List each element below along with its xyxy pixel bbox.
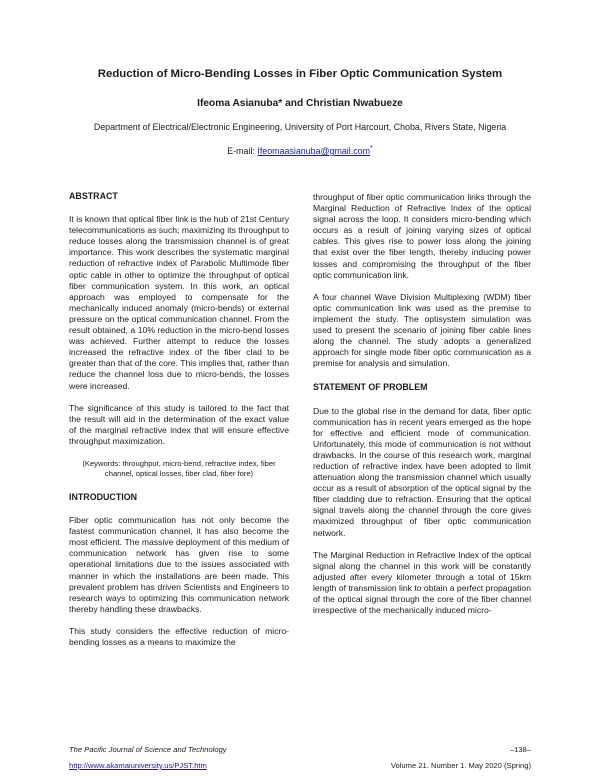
- introduction-paragraph-1: Fiber optic communication has not only become the fastest communication channel, it has also become the most efficient. The massive deployment of this medium of communication network has given rise to some operational limitations due to the issues associated with manner in which the installations are been made. This prevalent problem has driven Scientists and Engineers to research ways to optimizing this communication network thereby handling these drawbacks.: [69, 515, 289, 614]
- abstract-paragraph-2: The significance of this study is tailored to the fact that the result will aid in the determination of the exact value of the marginal refractive index that will ensure effective throughput maximization.: [69, 402, 289, 446]
- paper-title: Reduction of Micro-Bending Losses in Fiber Optic Communication System: [97, 68, 503, 80]
- body-paragraph-1: throughput of fiber optic communication links through the Marginal Reduction of Refractive Index of the optical signal across the loop. It considers micro-bending which occurs as a result of joining varying sizes of optical cables. This gives rise to power loss along the joining that exist over the fiber length, thereby inducing power losses and compromising the throughput of the fiber optic communication link.: [313, 192, 531, 280]
- left-column: [69, 191, 289, 648]
- introduction-heading: INTRODUCTION: [69, 491, 138, 502]
- abstract-paragraph-1: It is known that optical fiber link is the hub of 21st Century telecommunications as such; maximizing its throughput to reduce losses along the transmission channel is of great importance. This work describes the systematic marginal reduction of refractive index of Parabolic Multimode fiber optic cable in other to optimize the throughput of optical fiber communication system. In this work, an optical approach was employed to compensate for the mechanically induced anomaly (micro-bends) or external pressure on the optical communication channel. From the result obtained, a 10% reduction in the micro-bend losses was achieved. Further attempt to reduce the losses increased the refractive index of the fiber clad to be greater than that of the core. This implies that, rather than reduce the channel loss due to micro-bends, the losses were increased.: [69, 214, 289, 391]
- email-link[interactable]: Ifeomaasianuba@gmail.com: [257, 145, 370, 156]
- journal-url-link[interactable]: http://www.akamaiuniversity.us/PJST.htm: [69, 761, 207, 770]
- journal-name: The Pacific Journal of Science and Technology: [69, 745, 227, 754]
- email-mark: *: [369, 145, 373, 152]
- volume-info: Volume 21. Number 1. May 2020 (Spring): [390, 761, 531, 770]
- right-column: [313, 192, 531, 616]
- page-number: –138–: [509, 745, 531, 754]
- email-label: E-mail:: [227, 145, 258, 156]
- problem-paragraph-2: The Marginal Reduction in Refractive Index of the optical signal along the channel in this work will be constantly adjusted after every kilometer through a total of 15km length of transmission link to obtain a perfect propagation of the optical signal through the core of the fiber channel irrespective of the mechanically induced micro-: [313, 549, 531, 616]
- body-paragraph-2: A four channel Wave Division Multiplexing (WDM) fiber optic communication link was used as the premise to implement the study. The optisystem simulation was used to present the scenario of joining fiber cable lines along the channel. The study adopts a generalized approach for single mode fiber optic communication as a premise for analysis and simulation.: [313, 291, 531, 369]
- problem-heading: STATEMENT OF PROBLEM: [313, 382, 428, 393]
- problem-paragraph-1: Due to the global rise in the demand for data, fiber optic communication has in recent years emerged as the hope for effective and efficient mode of communication. Unfortunately, this mode of communication is not without drawbacks. In the course of this research work, marginal reduction of refractive index have been adopted to limit attenuation along the transmission channel which usually occur as a result of absorption of the optical signal by the fiber cladding due to refraction. Ensuring that the optical signal travels along the channel through the core gives maximized throughput of fiber optic communication network.: [313, 405, 531, 538]
- introduction-paragraph-2: This study considers the effective reduction of micro-bending losses as a means to maximize the: [69, 625, 289, 647]
- authors: Ifeoma Asianuba* and Christian Nwabueze: [197, 98, 403, 109]
- affiliation: Department of Electrical/Electronic Engineering, University of Port Harcourt, Choba, Rivers State, Nigeria: [93, 122, 507, 132]
- email-line: [0, 145, 600, 156]
- abstract-heading: ABSTRACT: [69, 191, 118, 201]
- keywords: (Keywords: throughput, micro-bend, refractive index, fiber channel, optical losses, fiber clad, fiber fore): [82, 458, 276, 478]
